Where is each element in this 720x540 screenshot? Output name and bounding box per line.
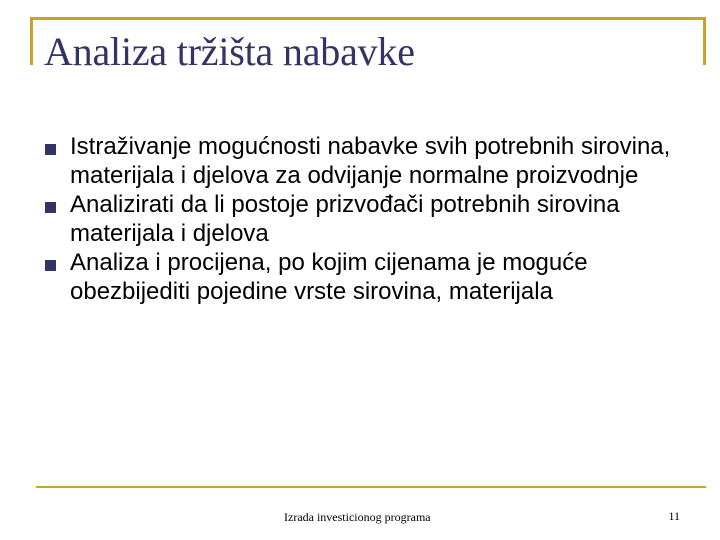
footer-divider bbox=[36, 486, 706, 488]
square-bullet-icon bbox=[45, 260, 56, 271]
title-frame-left-line bbox=[30, 17, 33, 65]
bullet-text: Analiza i procijena, po kojim cijenama je moguće obezbijediti pojedine vrste sirovina, materijala bbox=[70, 249, 588, 305]
title-frame-top-line bbox=[30, 17, 706, 20]
bullet-item bbox=[40, 190, 680, 248]
bullet-item bbox=[40, 248, 680, 306]
bullet-text: Analizirati da li postoje prizvođači potrebnih sirovina materijala i djelova bbox=[70, 191, 620, 247]
bullet-item bbox=[40, 132, 680, 190]
footer-text: Izrada investicionog programa bbox=[284, 510, 431, 524]
square-bullet-icon bbox=[45, 144, 56, 155]
page-number: 11 bbox=[668, 509, 680, 523]
slide-title: Analiza tržišta nabavke bbox=[44, 28, 421, 76]
bullet-text: Istraživanje mogućnosti nabavke svih potrebnih sirovina, materijala i djelova za odvijanje normalne proizvodnje bbox=[70, 133, 671, 189]
title-frame-right-line bbox=[703, 17, 706, 65]
square-bullet-icon bbox=[45, 202, 56, 213]
bullet-list bbox=[40, 132, 680, 306]
